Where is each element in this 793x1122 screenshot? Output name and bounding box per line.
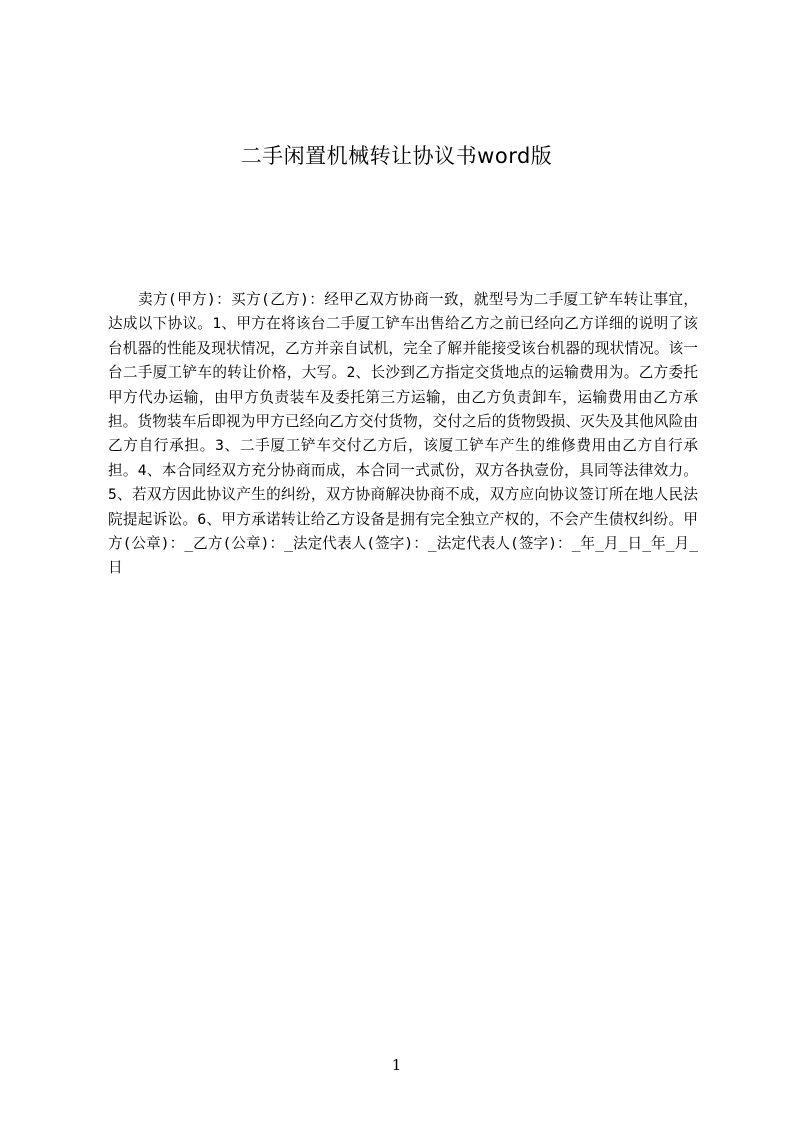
document-title: 二手闲置机械转让协议书word版 (240, 144, 553, 168)
page-number: 1 (391, 1056, 402, 1074)
agreement-body: 卖方(甲方)：买方(乙方)：经甲乙双方协商一致，就型号为二手厦工铲车转让事宜，达成以下协议。1、甲方在将该台二手厦工铲车出售给乙方之前已经向乙方详细的说明了该台机器的性能及现状情况，乙方并亲自试机，完全了解并能接受该台机器的现状情况。该一台二手厦工铲车的转让价格，大写。2、长沙到乙方指定交货地点的运输费用为。乙方委托甲方代办运输，由甲方负责装车及委托第三方运输，由乙方负责卸车，运输费用由乙方承担。货物装车后即视为甲方已经向乙方交付货物，交付之后的货物毁损、灭失及其他风险由乙方自行承担。3、二手厦工铲车交付乙方后，该厦工铲车产生的维修费用由乙方自行承担。4、本合同经双方充分协商而成，本合同一式贰份，双方各执壹份，具同等法律效力。5、若双方因此协议产生的纠纷，双方协商解决协商不成，双方应向协议签订所在地人民法院提起诉讼。6、甲方承诺转让给乙方设备是拥有完全独立产权的，不会产生债权纠纷。甲方(公章)：_乙方(公章)：_法定代表人(签字)：_法定代表人(签字)：_年_月_日_年_月_日 (108, 291, 698, 577)
